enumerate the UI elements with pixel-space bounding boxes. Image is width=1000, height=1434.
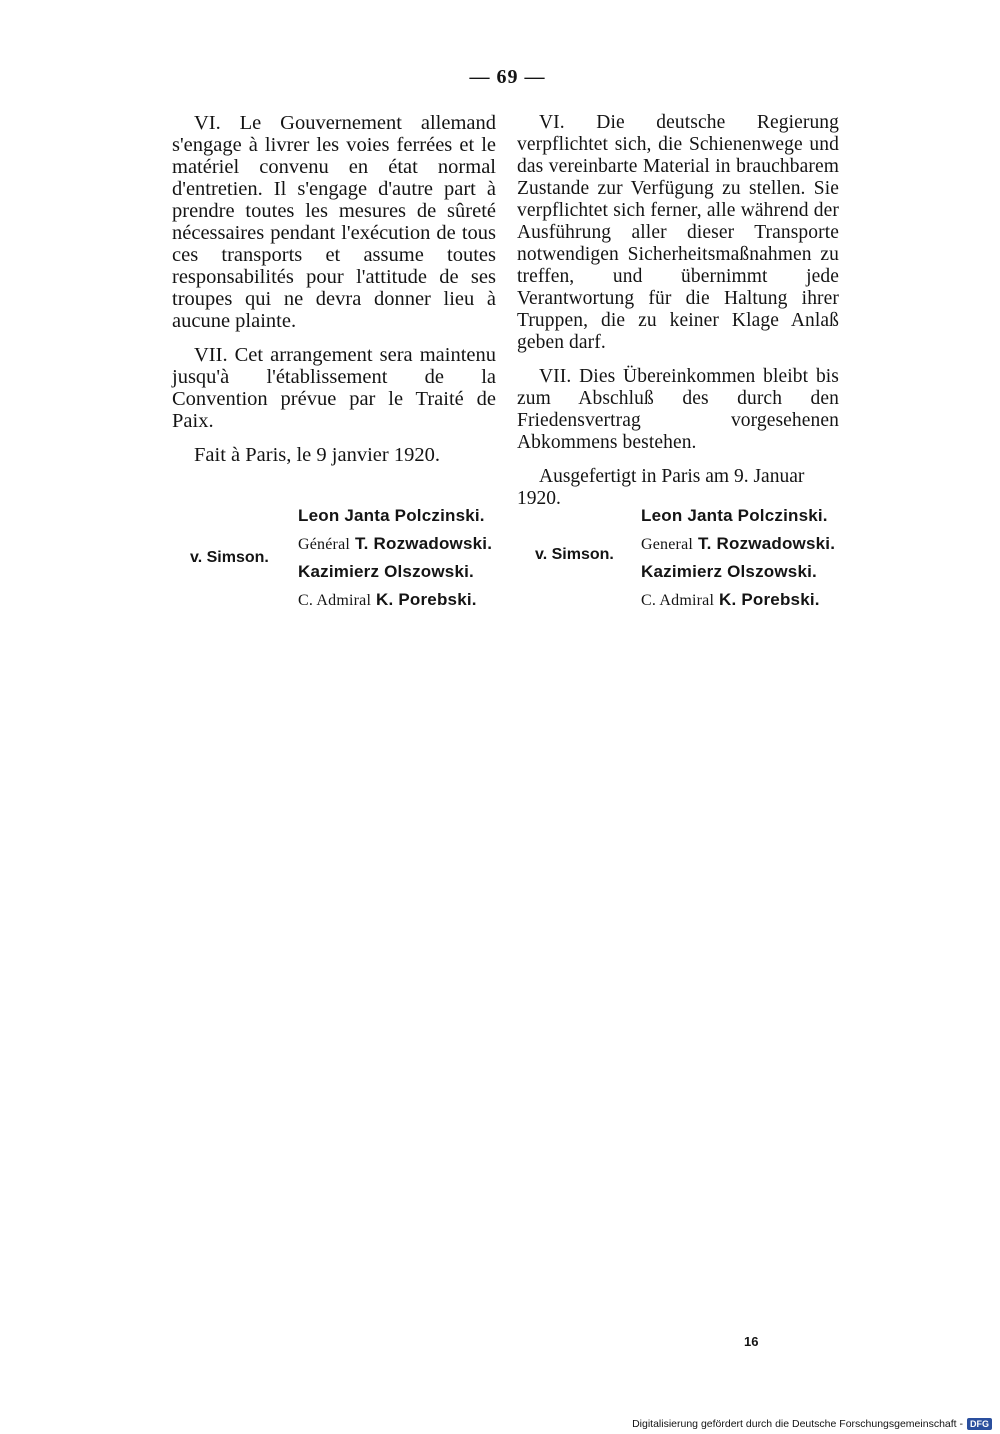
french-signatory-4 bbox=[298, 586, 492, 614]
german-date-line: Ausgefertigt in Paris am 9. Januar 1920. bbox=[517, 466, 805, 509]
signatory-title: Général bbox=[298, 536, 351, 553]
signatory-name: T. Rozwadowski. bbox=[697, 534, 836, 553]
french-paragraph-vii: VII. Cet arrangement sera maintenu jusqu'à l'établissement de la Convention prévue par le Traité de Paix. bbox=[172, 344, 496, 432]
dfg-logo-icon: DFG bbox=[967, 1418, 992, 1430]
signatory-name: Kazimierz Olszowski. bbox=[298, 562, 474, 581]
german-signature-block bbox=[641, 502, 835, 614]
german-signatory-2 bbox=[641, 530, 835, 558]
signatory-title: C. Admiral bbox=[298, 592, 372, 609]
signatory-name: Leon Janta Polczinski. bbox=[641, 506, 828, 525]
german-column bbox=[517, 112, 839, 510]
german-paragraph-vii: VII. Dies Übereinkommen bleibt bis zum Abschluß des durch den Friedensvertrag vorgesehenen Abkommens bestehen. bbox=[517, 366, 839, 453]
german-signatory-4 bbox=[641, 586, 835, 614]
signatory-title: C. Admiral bbox=[641, 592, 715, 609]
french-column bbox=[172, 112, 496, 466]
french-paragraph-vi: VI. Le Gouvernement allemand s'engage à livrer les voies ferrées et le matériel convenu en état normal d'entretien. Il s'engage d'autre part à prendre toutes les mesures de sûreté nécessaires pendant l'exécution de tous ces transports et assume toutes responsabilités pour l'attitude de ses troupes qui ne devra donner lieu à aucune plainte. bbox=[172, 112, 496, 332]
page-number: — 69 — bbox=[469, 66, 546, 88]
german-signatory-3 bbox=[641, 558, 835, 586]
signatory-name: Leon Janta Polczinski. bbox=[298, 506, 485, 525]
french-signature-block bbox=[298, 502, 492, 614]
signatory-name: Kazimierz Olszowski. bbox=[641, 562, 817, 581]
signatory-name: T. Rozwadowski. bbox=[354, 534, 493, 553]
french-date-line: Fait à Paris, le 9 janvier 1920. bbox=[194, 444, 440, 466]
french-signatory-2 bbox=[298, 530, 492, 558]
french-signatory-1 bbox=[298, 502, 492, 530]
german-left-signatory: v. Simson. bbox=[535, 546, 614, 563]
signatory-name: K. Porebski. bbox=[376, 590, 477, 609]
signatory-name: K. Porebski. bbox=[719, 590, 820, 609]
signatory-title: General bbox=[641, 536, 694, 553]
german-paragraph-vi: VI. Die deutsche Regierung verpflichtet sich, die Schienenwege und das vereinbarte Material in brauchbarem Zustande zur Verfügung zu stellen. Sie verpflichtet sich ferner, alle während der Ausführung aller dieser Transporte notwendigen Sicherheitsmaßnahmen zu treffen, und übernimmt jede Verantwortung für die Haltung ihrer Truppen, die zu keiner Klage Anlaß geben darf. bbox=[517, 112, 839, 353]
sheet-number: 16 bbox=[744, 1334, 759, 1349]
german-signatory-1 bbox=[641, 502, 835, 530]
french-left-signatory: v. Simson. bbox=[190, 549, 269, 566]
digitization-footer bbox=[632, 1418, 992, 1430]
footer-text: Digitalisierung gefördert durch die Deutsche Forschungsgemeinschaft - bbox=[632, 1418, 963, 1430]
french-signatory-3 bbox=[298, 558, 492, 586]
